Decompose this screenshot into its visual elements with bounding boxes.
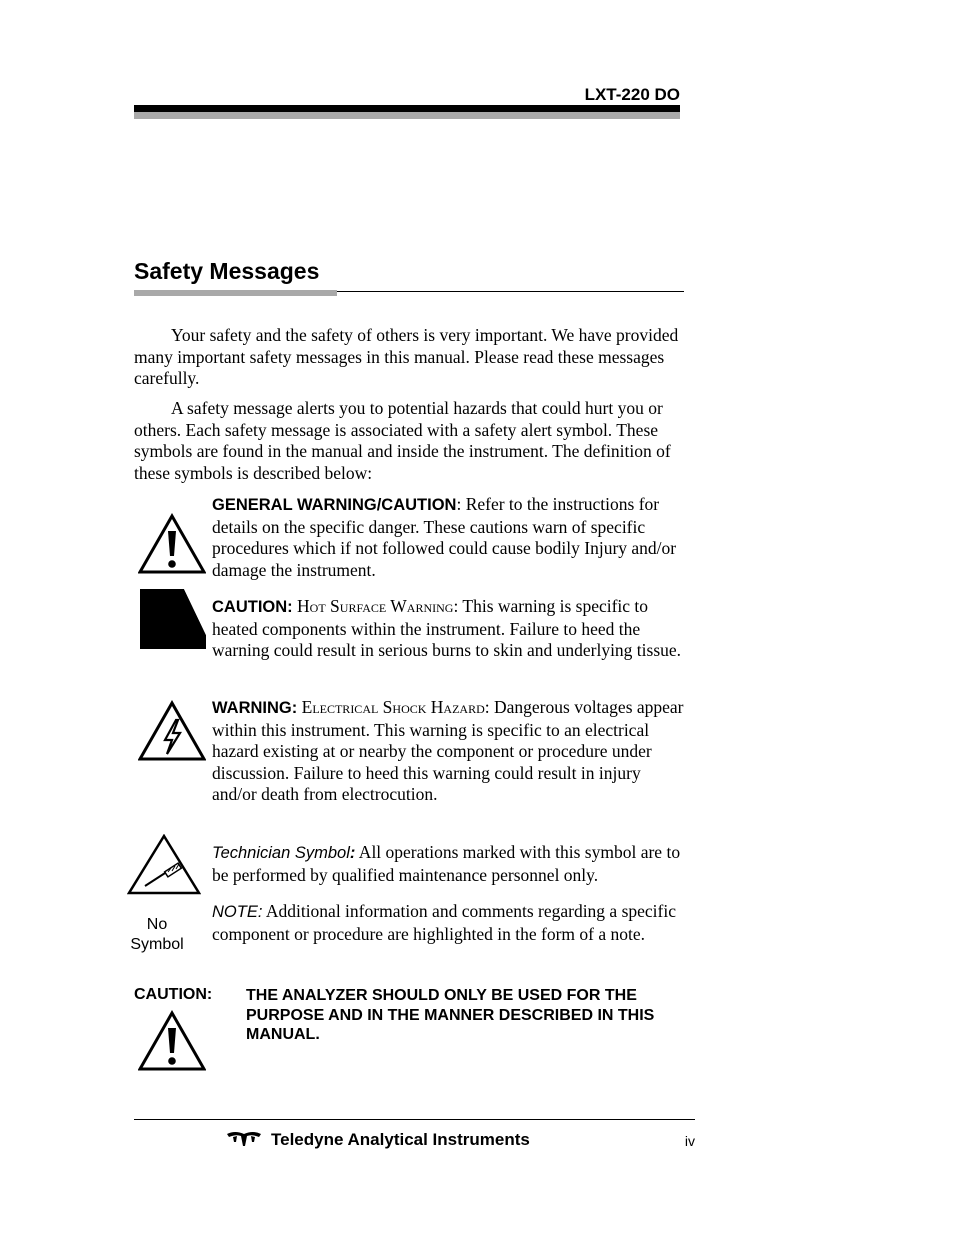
- entry-tech-text: All operations marked with this symbol are to be performed by qualified maintenance personnel only.: [212, 842, 681, 885]
- intro-paragraph-1: Your safety and the safety of others is very important. We have provided many important safety messages in this manual. Please read these messages carefully.: [134, 325, 679, 388]
- entry-shock-text: : Dangerous voltages appear within this instrument. This warning is specific to an electrical hazard existing at or nearby the component or procedure under discussion. Failure to heed this warning could result in injury and/or death from electrocution.: [212, 697, 684, 804]
- entry-shock-subtitle: Electrical Shock Hazard: [297, 697, 485, 717]
- intro-paragraph-2: A safety message alerts you to potential hazards that could hurt you or others. Each safety message is associated with a safety alert symbol. These symbols are found in the manual and inside the instrument. The definition of these symbols is described below:: [134, 398, 671, 483]
- entry-shock-label: WARNING:: [212, 699, 298, 717]
- title-rule-accent: [134, 290, 337, 296]
- entry-tech-label: Technician Symbol: [212, 844, 350, 862]
- entry-hot-surface: [212, 596, 684, 662]
- warning-triangle-icon: [138, 1010, 206, 1077]
- entry-hot-text: : This warning is specific to heated components within the instrument. Failure to heed the warning could result in serious burns to skin and underlying tissue.: [212, 596, 682, 660]
- entry-note: [212, 901, 684, 945]
- entry-hot-label: CAUTION:: [212, 598, 293, 616]
- hot-surface-icon: [138, 589, 208, 656]
- warning-triangle-icon: [138, 513, 206, 580]
- caution-label: CAUTION:: [134, 986, 213, 1003]
- entry-technician: [212, 842, 684, 886]
- entry-general-text: : Refer to the instructions for details on the specific danger. These cautions warn of specific procedures which if not followed could cause bodily Injury and/or damage the instrument.: [212, 494, 677, 580]
- doc-code: LXT-220 DO: [584, 85, 680, 104]
- no-symbol-line-2: Symbol: [130, 936, 184, 953]
- page-number: iv: [684, 1133, 695, 1149]
- technician-screwdriver-icon: [127, 834, 201, 901]
- section-title: Safety Messages: [134, 258, 320, 284]
- entry-electrical-shock: [212, 697, 684, 806]
- entry-hot-subtitle: Hot Surface Warning: [292, 596, 454, 616]
- entry-general-warning: [212, 494, 684, 581]
- footer-company-name: Teledyne Analytical Instruments: [271, 1130, 530, 1149]
- entry-general-label: GENERAL WARNING/CAUTION: [212, 496, 457, 514]
- footer-rule: [134, 1119, 695, 1120]
- header-bar-shadow: [134, 112, 680, 119]
- entry-tech-colon: :: [349, 844, 356, 862]
- teledyne-logo-icon: [226, 1130, 262, 1153]
- no-symbol-line-1: No: [146, 916, 168, 933]
- no-symbol-label: [122, 915, 192, 955]
- entry-note-text: Additional information and comments regarding a specific component or procedure are highlighted in the form of a note.: [212, 901, 676, 944]
- header-bar: [134, 105, 680, 112]
- caution-text: THE ANALYZER SHOULD ONLY BE USED FOR THE PURPOSE AND IN THE MANNER DESCRIBED IN THIS MANUAL.: [246, 987, 655, 1043]
- electrical-shock-icon: [138, 700, 206, 767]
- entry-note-label: NOTE:: [212, 903, 263, 921]
